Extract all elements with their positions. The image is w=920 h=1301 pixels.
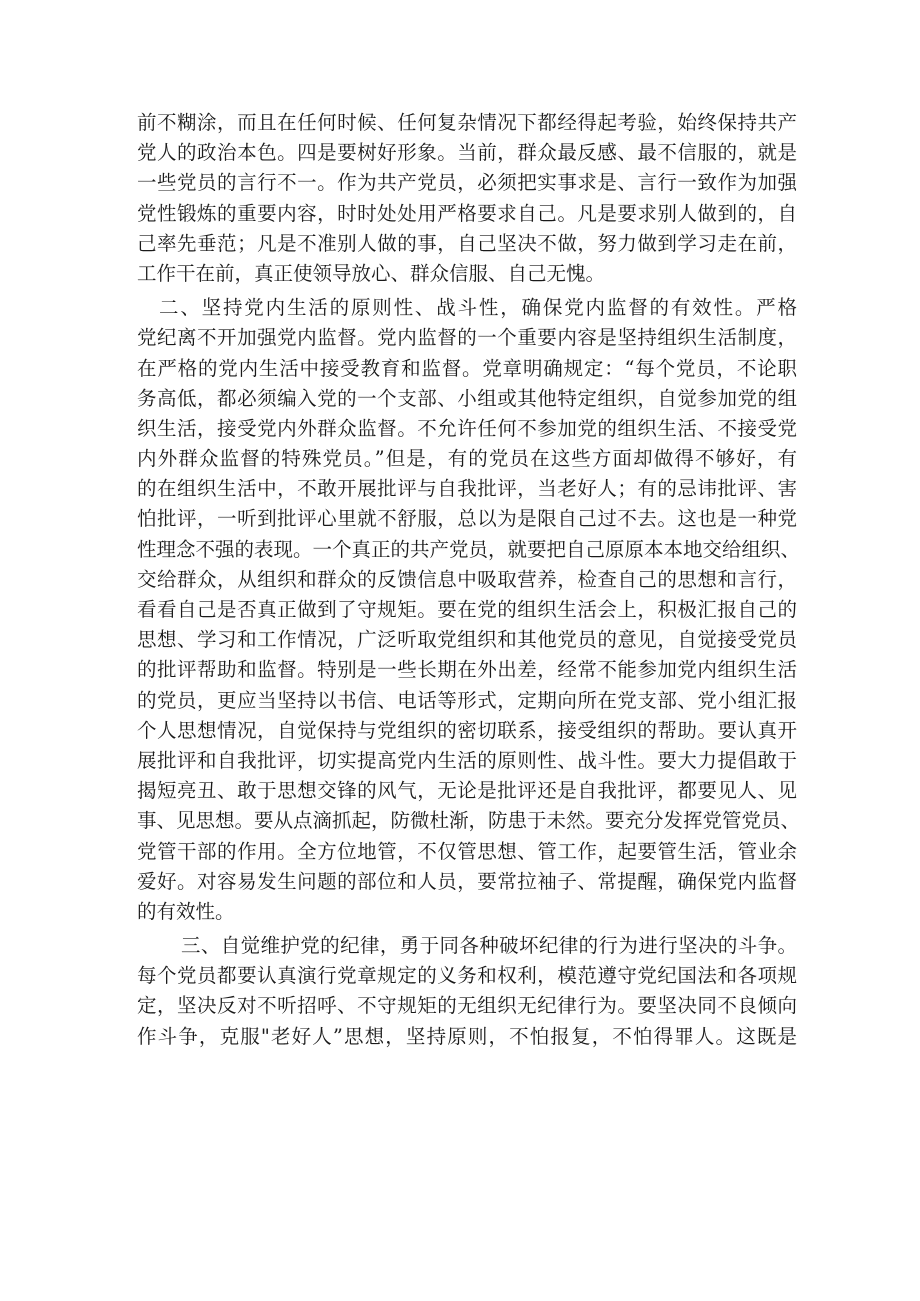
text-line: 前不糊涂，而且在任何时候、任何复杂情况下都经得起考验，始终保持共产: [137, 111, 797, 134]
text-line: 在严格的党内生活中接受教育和监督。党章明确规定：“每个党员，不论职: [137, 356, 797, 380]
text-line: 思想、学习和工作情况，广泛听取党组织和其他党员的意见，自觉接受党员: [137, 628, 797, 652]
document-body: [137, 108, 801, 1052]
text-line: 工作干在前，真正使领导放心、群众信服、自己无愧。: [137, 261, 606, 285]
text-line: 党管干部的作用。全方位地管，不仅管思想、管工作，起要管生活，管业余: [137, 839, 797, 863]
text-line: 的党员，更应当坚持以书信、电话等形式，定期向所在党支部、党小组汇报: [137, 688, 797, 712]
text-line: 的有效性。: [137, 899, 235, 923]
text-line: 每个党员都要认真演行党章规定的义务和权利，模范遵守党纪国法和各项规: [137, 964, 797, 988]
text-line: 作斗争，克服"老好人”思想，坚持原则，不怕报复，不怕得罪人。这既是: [137, 1024, 797, 1048]
text-line: 务高低，都必须编入党的一个支部、小组或其他特定组织，自觉参加党的组: [137, 386, 797, 410]
text-line: 党纪离不开加强党内监督。党内监督的一个重要内容是坚持组织生活制度，: [137, 326, 797, 350]
text-line: 揭短亮丑、敢于思想交锋的风气，无论是批评还是自我批评，都要见人、见: [137, 779, 797, 803]
paragraph-1: [137, 108, 797, 289]
paragraph-3: [137, 931, 797, 1052]
text-line: 定，坚决反对不听招呼、不守规矩的无组织无纪律行为。要坚决同不良倾向: [137, 994, 797, 1018]
text-line: 爱好。对容易发生问题的部位和人员，要常拉袖子、常提醒，确保党内监督: [137, 869, 797, 893]
text-line: 党人的政治本色。四是要树好形象。当前，群众最反感、最不信服的，就是: [137, 141, 797, 165]
text-line: 的批评帮助和监督。特别是一些长期在外出差，经常不能参加党内组织生活: [137, 658, 797, 682]
text-line: 怕批评，一听到批评心里就不舒服，总以为是限自己过不去。这也是一种党: [137, 507, 797, 531]
text-line: 织生活，接受党内外群众监督。不允许任何不参加党的组织生活、不接受党: [137, 416, 797, 440]
text-line: 二、坚持党内生活的原则性、战斗性，确保党内监督的有效性。严格: [159, 296, 797, 320]
text-line: 一些党员的言行不一。作为共产党员，必须把实事求是、言行一致作为加强: [137, 171, 797, 195]
text-line: 的在组织生活中，不敢开展批评与自我批评，当老好人；有的忌讳批评、害: [137, 477, 797, 501]
text-line: 个人思想情况，自觉保持与党组织的密切联系，接受组织的帮助。要认真开: [137, 718, 797, 742]
text-line: 展批评和自我批评，切实提高党内生活的原则性、战斗性。要大力提倡敢于: [137, 748, 797, 772]
text-line: 性理念不强的表现。一个真正的共产党员，就要把自己原原本本地交给组织、: [137, 537, 801, 561]
text-line: 内外群众监督的特殊党员。”但是，有的党员在这些方面却做得不够好，有: [137, 447, 797, 471]
text-line: 党性锻炼的重要内容，时时处处用严格要求自己。凡是要求别人做到的，自: [137, 201, 797, 225]
text-line: 三、自觉维护党的纪律，勇于同各种破坏纪律的行为进行坚决的斗争。: [181, 934, 797, 958]
text-line: 看看自己是否真正做到了守规矩。要在党的组织生活会上，积极汇报自己的: [137, 598, 797, 621]
text-line: 事、见思想。要从点滴抓起，防微杜渐，防患于未然。要充分发挥党管党员、: [137, 809, 801, 833]
paragraph-2: [137, 293, 801, 927]
text-line: 己率先垂范；凡是不准别人做的事，自己坚决不做，努力做到学习走在前，: [137, 231, 797, 255]
text-line: 交给群众，从组织和群众的反馈信息中吸取营养，检查自己的思想和言行，: [137, 567, 797, 591]
